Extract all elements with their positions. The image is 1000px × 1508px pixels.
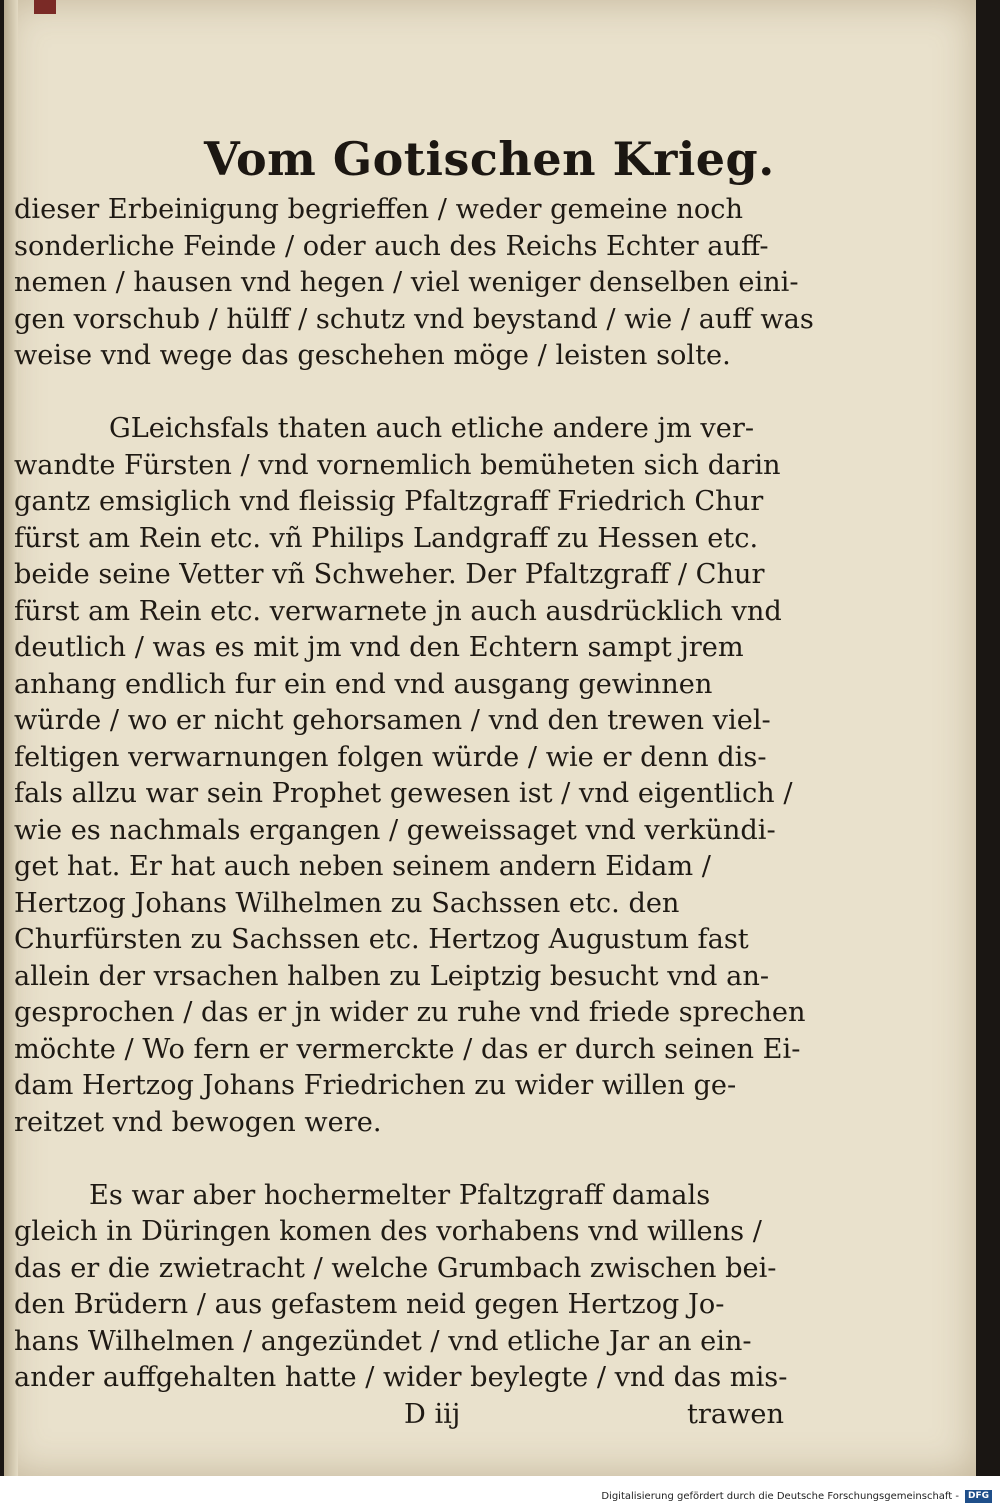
text-line: Hertzog Johans Wilhelmen zu Sachssen etc. den bbox=[14, 887, 680, 919]
text-line: fürst am Rein etc. vñ Philips Landgraff zu Hessen etc. bbox=[14, 522, 759, 554]
binding-mark bbox=[34, 0, 56, 14]
book-page bbox=[4, 0, 976, 1476]
text-line: wie es nachmals ergangen / geweissaget vnd verkündi- bbox=[14, 814, 776, 846]
text-line: würde / wo er nicht gehorsamen / vnd den trewen viel- bbox=[14, 705, 771, 736]
signature-mark: D iij bbox=[404, 1398, 461, 1430]
text-line: dieser Erbeinigung begrieffen / weder gemeine noch bbox=[14, 194, 744, 225]
text-line: deutlich / was es mit jm vnd den Echtern sampt jrem bbox=[14, 632, 744, 663]
text-line: fals allzu war sein Prophet gewesen ist / vnd eigentlich / bbox=[14, 778, 793, 809]
catchword: trawen bbox=[686, 1398, 784, 1430]
text-line: sonderliche Feinde / oder auch des Reichs Echter auff- bbox=[14, 230, 769, 262]
text-line: möchte / Wo fern er vermerckte / das er durch seinen Ei- bbox=[14, 1033, 801, 1065]
text-line: nemen / hausen vnd hegen / viel weniger denselben eini- bbox=[14, 267, 799, 298]
text-line: feltigen verwarnungen folgen würde / wie er denn dis- bbox=[14, 741, 767, 773]
text-line: den Brüdern / aus gefastem neid gegen Hertzog Jo- bbox=[14, 1289, 725, 1320]
dfg-credit-bar bbox=[601, 1489, 992, 1503]
text-line: gleich in Düringen komen des vorhabens vnd willens / bbox=[14, 1216, 762, 1247]
paragraph-2 bbox=[14, 411, 814, 1141]
text-line: get hat. Er hat auch neben seinem andern Eidam / bbox=[14, 851, 711, 882]
text-line: reitzet vnd bewogen were. bbox=[14, 1106, 382, 1138]
text-line: gen vorschub / hülff / schutz vnd beystand / wie / auff was bbox=[14, 303, 814, 335]
text-line: gantz emsiglich vnd fleissig Pfaltzgraff Friedrich Chur bbox=[14, 486, 764, 517]
text-line: wandte Fürsten / vnd vornemlich bemüheten sich darin bbox=[14, 449, 781, 481]
body-text bbox=[14, 192, 814, 1433]
funding-credit: Digitalisierung gefördert durch die Deutsche Forschungsgemeinschaft - bbox=[601, 1490, 959, 1502]
text-line: beide seine Vetter vñ Schweher. Der Pfaltzgraff / Chur bbox=[14, 559, 765, 590]
paragraph-3 bbox=[14, 1178, 814, 1397]
text-line: weise vnd wege das geschehen möge / leisten solte. bbox=[14, 340, 731, 371]
text-line: ander auffgehalten hatte / wider beylegte / vnd das mis- bbox=[14, 1362, 788, 1393]
text-line: Churfürsten zu Sachssen etc. Hertzog Augustum fast bbox=[14, 924, 749, 955]
text-line: anhang endlich fur ein end vnd ausgang gewinnen bbox=[14, 668, 713, 700]
paragraph-1 bbox=[14, 192, 814, 375]
page-footer-line bbox=[14, 1397, 784, 1434]
text-line: hans Wilhelmen / angezündet / vnd etliche Jar an ein- bbox=[14, 1325, 752, 1357]
text-line: fürst am Rein etc. verwarnete jn auch ausdrücklich vnd bbox=[14, 595, 782, 627]
text-line: gesprochen / das er jn wider zu ruhe vnd friede sprechen bbox=[14, 997, 806, 1028]
text-line: das er die zwietracht / welche Grumbach zwischen bei- bbox=[14, 1252, 777, 1284]
running-head: Vom Gotischen Krieg. bbox=[204, 132, 775, 186]
text-line: Es war aber hochermelter Pfaltzgraff damals bbox=[89, 1179, 711, 1211]
text-line: allein der vrsachen halben zu Leiptzig besucht vnd an- bbox=[14, 960, 770, 992]
text-line: dam Hertzog Johans Friedrichen zu wider willen ge- bbox=[14, 1070, 737, 1101]
dfg-logo: DFG bbox=[965, 1490, 992, 1503]
text-line: GLeichsfals thaten auch etliche andere jm ver- bbox=[109, 413, 755, 444]
